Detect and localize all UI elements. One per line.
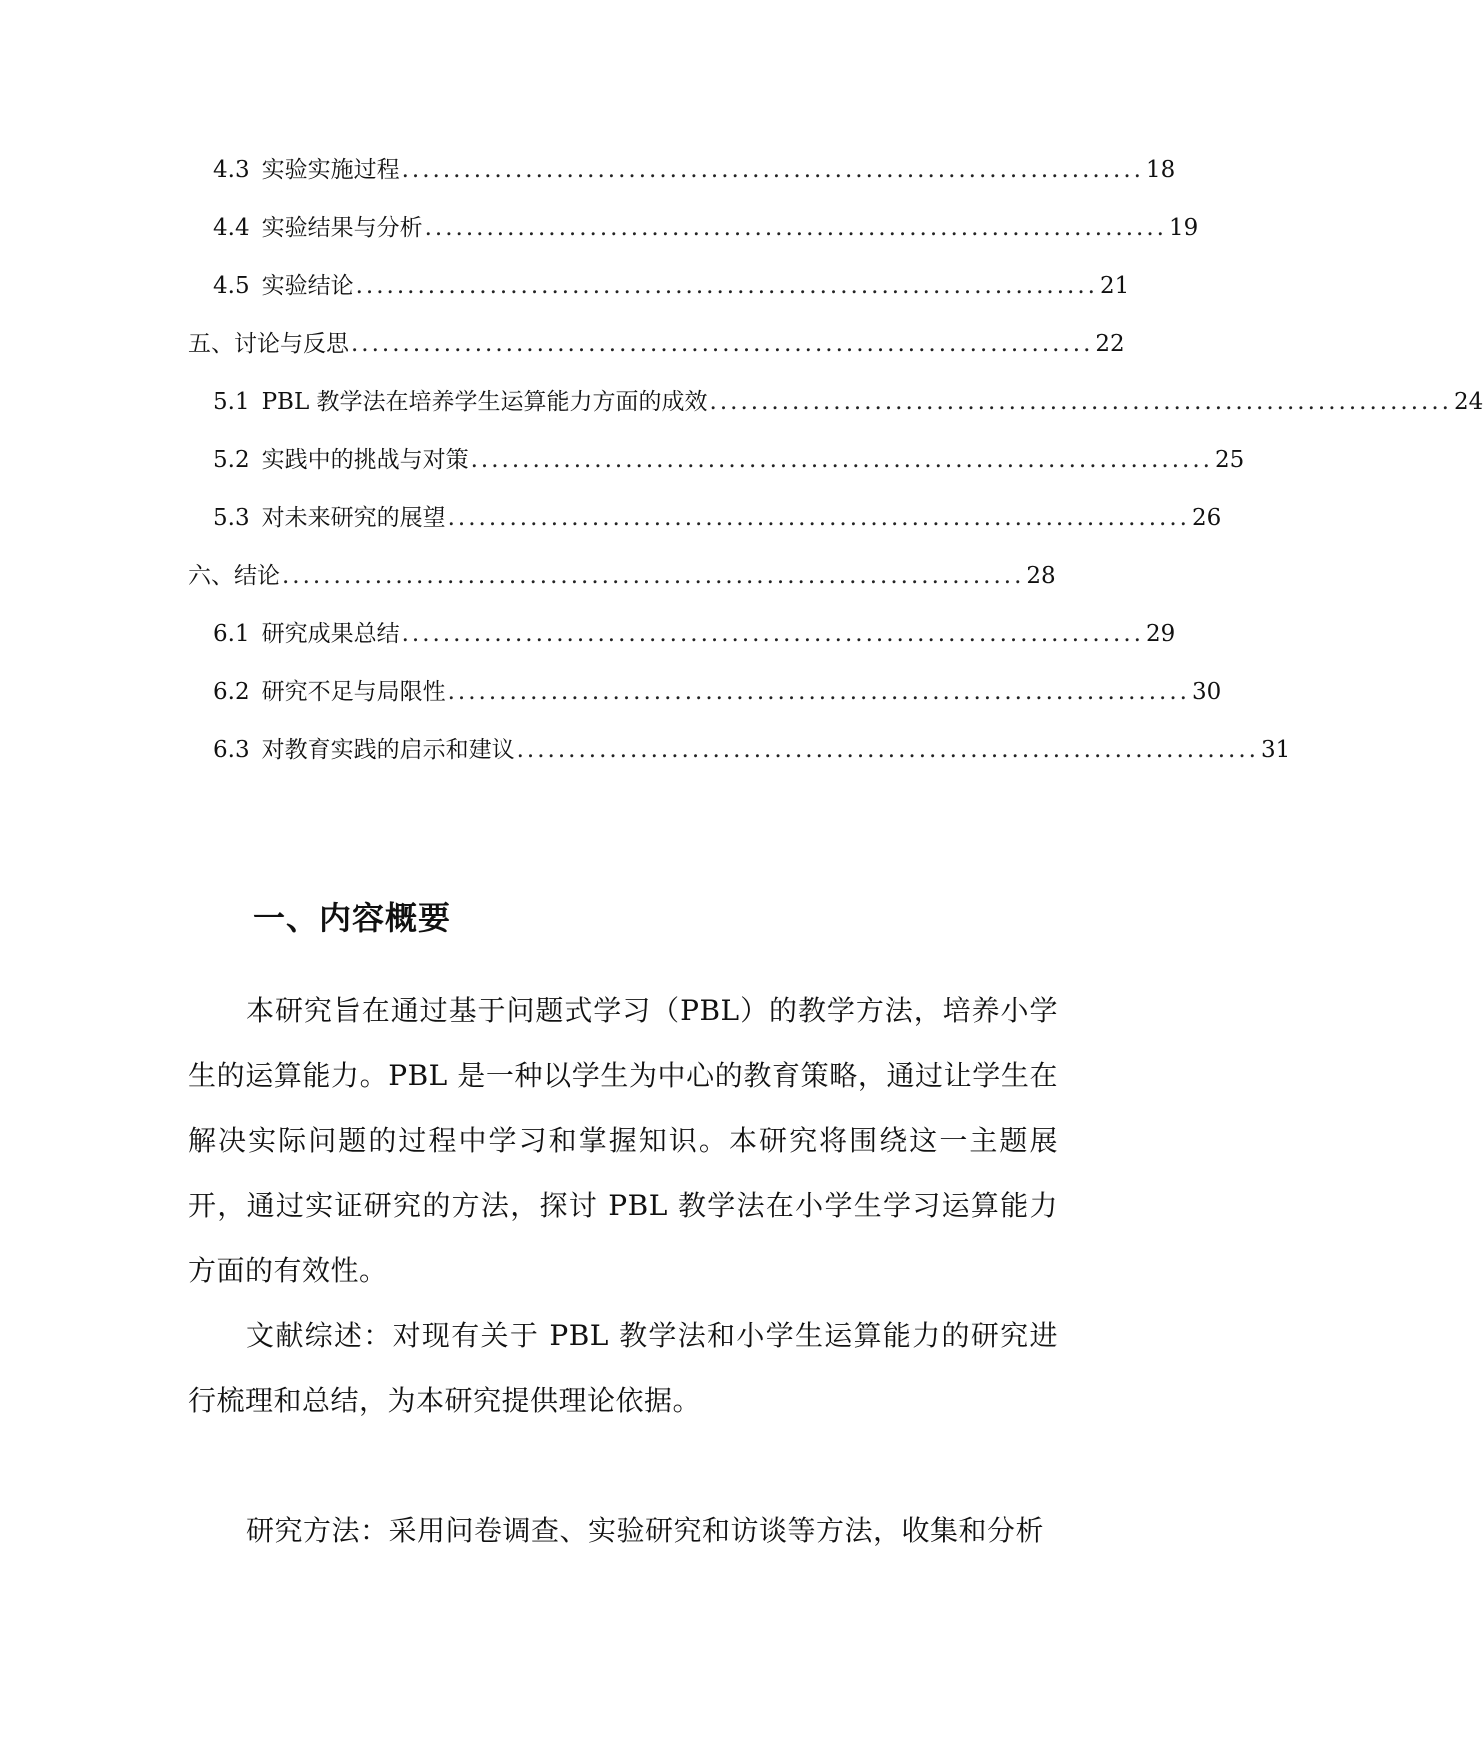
toc-entry-label: 实验结论 [261,273,354,299]
toc-entry-label: 实践中的挑战与对策 [261,447,469,473]
toc-entry-5-3[interactable] [213,493,1222,533]
toc-dot-leader: ........................................................................ [282,563,1025,589]
toc-page-number: 24 [1453,389,1483,415]
toc-entry-label: PBL 教学法在培养学生运算能力方面的成效 [261,389,708,415]
toc-entry-label: 对未来研究的展望 [261,505,446,531]
toc-dot-leader: ........................................................................ [709,389,1452,415]
toc-entry-6-2[interactable] [213,667,1222,707]
body-paragraph: 研究方法：采用问卷调查、实验研究和访谈等方法，收集和分析 [246,1514,1045,1547]
toc-page-number: 29 [1145,621,1176,647]
toc-page-number: 25 [1214,447,1245,473]
toc-dot-leader: ........................................................................ [470,447,1213,473]
toc-page-number: 18 [1145,157,1176,183]
body-paragraph: 本研究旨在通过基于问题式学习（PBL）的教学方法，培养小学生的运算能力。PBL 是一种以学生为中心的教育策略，通过让学生在解决实际问题的过程中学习和掌握知识。本研究将围绕这一主题展开，通过实证研究的方法，探讨 PBL 教学法在小学生学习运算能力方面的有效性。 [188,994,1058,1287]
toc-entry-label: 对教育实践的启示和建议 [261,737,515,763]
toc-entry-5-2[interactable] [213,435,1245,475]
toc-dot-leader: ........................................................................ [424,215,1167,241]
toc-entry-label: 实验实施过程 [261,157,400,183]
toc-dot-leader: ........................................................................ [355,273,1098,299]
toc-page-number: 21 [1099,273,1130,299]
toc-page-number: 19 [1168,215,1199,241]
toc-entry-chapter-6[interactable] [188,551,1056,591]
toc-page-number: 26 [1191,505,1222,531]
toc-entry-6-3[interactable] [213,725,1291,765]
toc-entry-number: 4.3 [213,157,250,183]
toc-entry-chapter-5[interactable] [188,319,1125,359]
toc-entry-4-4[interactable] [213,203,1199,243]
toc-entry-4-3[interactable] [213,145,1176,185]
toc-page-number: 30 [1191,679,1222,705]
toc-entry-number: 6.2 [213,679,250,705]
toc-dot-leader: ........................................................................ [401,621,1144,647]
toc-entry-number: 6.1 [213,621,250,647]
toc-dot-leader: ........................................................................ [447,505,1190,531]
toc-entry-label: 六、结论 [188,563,280,589]
toc-entry-label: 五、讨论与反思 [188,331,349,357]
toc-dot-leader: ........................................................................ [447,679,1190,705]
section-heading: 一、内容概要 [253,899,452,937]
toc-dot-leader: ........................................................................ [401,157,1144,183]
toc-entry-4-5[interactable] [213,261,1130,301]
toc-entry-number: 6.3 [213,737,250,763]
toc-entry-number: 4.5 [213,273,250,299]
body-paragraph: 文献综述：对现有关于 PBL 教学法和小学生运算能力的研究进行梳理和总结，为本研究提供理论依据。 [188,1319,1058,1417]
toc-entry-label: 研究成果总结 [261,621,400,647]
toc-entry-number: 4.4 [213,215,250,241]
toc-entry-5-1[interactable] [213,377,1483,417]
toc-entry-label: 实验结果与分析 [261,215,423,241]
toc-page-number: 31 [1260,737,1291,763]
toc-entry-number: 5.1 [213,389,250,415]
toc-entry-number: 5.3 [213,505,250,531]
toc-page-number: 28 [1026,563,1056,589]
toc-entry-label: 研究不足与局限性 [261,679,446,705]
toc-entry-6-1[interactable] [213,609,1176,649]
toc-entry-number: 5.2 [213,447,250,473]
toc-dot-leader: ........................................................................ [516,737,1259,763]
toc-dot-leader: ........................................................................ [351,331,1094,357]
toc-page-number: 22 [1095,331,1125,357]
